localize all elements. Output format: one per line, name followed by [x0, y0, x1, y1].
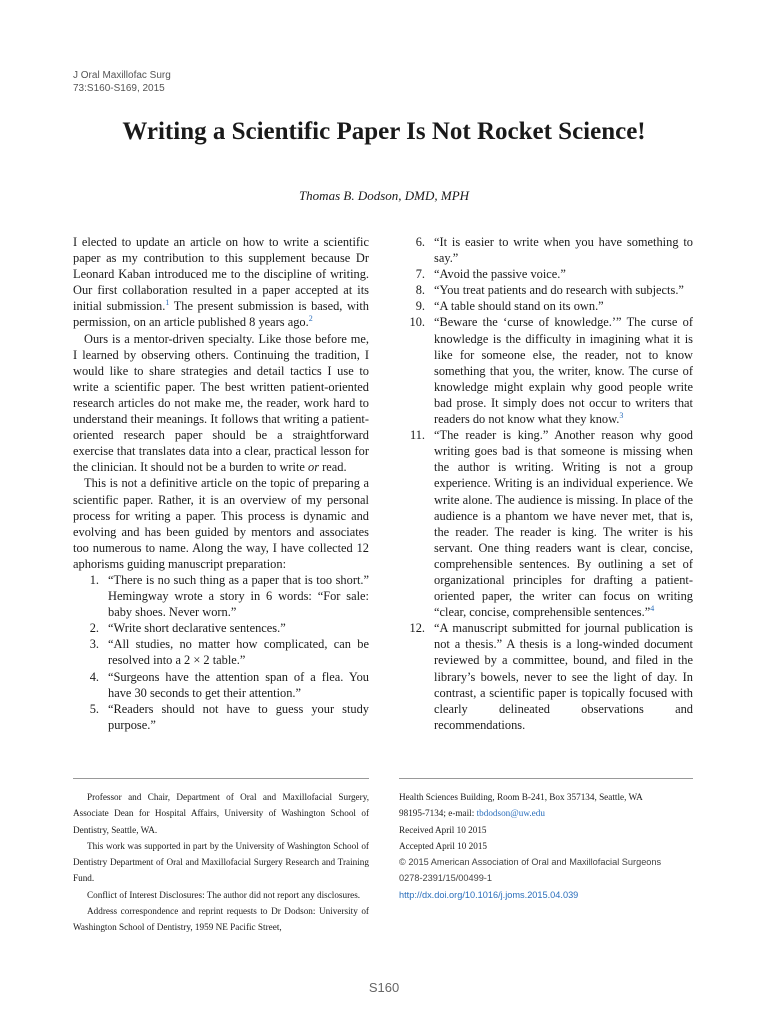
aphorism-item: 6. “It is easier to write when you have something to say.” [415, 235, 693, 266]
aphorism-item: 12. “A manuscript submitted for journal publication is not a thesis.” A thesis is a long-winded document reviewed by a committee, bound, and filed in the library’s bowels, never to see the light of day. In contrast, a scientific paper is topically focused with clearly delineated observations and recommendations. [409, 621, 693, 732]
aphorism-list-left [73, 572, 369, 733]
doi-link[interactable]: http://dx.doi.org/10.1016/j.joms.2015.04.039 [399, 889, 579, 900]
aphorism-item: 11. “The reader is king.” Another reason why good writing goes bad is that someone is missing when the author is writing. Writing is not a group experience. Writing is an individual experience. We write alone. The audience is missing. In place of the audience is a phantom we have never met, that is, the reader. The reader is king. The writer is his servant. One thing readers want is clear, concise, comprehensible sentences. By outlining a set of organizational principles for drafting a patient-oriented paper, the writer can focus on writing “clear, concise, comprehensible sentences.”$^4$ [409, 428, 693, 620]
author-line: Thomas B. Dodson, DMD, MPH [298, 188, 470, 203]
footnotes-left [73, 789, 369, 936]
received-date: Received April 10 2015 [399, 824, 487, 835]
aphorism-item: 4. “Surgeons have the attention span of a flea. You have 30 seconds to get their attention.” [89, 669, 369, 700]
citation-link-1[interactable]: 1 [165, 298, 170, 308]
footnote-divider [73, 778, 369, 779]
aphorism-item: 9. “A table should stand on its own.” [415, 299, 604, 314]
footnotes-right [399, 789, 693, 903]
copyright-line: © 2015 American Association of Oral and Maxillofacial Surgeons [399, 857, 662, 868]
journal-volume: 73:S160-S169, 2015 [73, 83, 165, 94]
article-title: Writing a Scientific Paper Is Not Rocket Science! [122, 118, 646, 145]
aphorism-item: 1. “There is no such thing as a paper that is too short.” Hemingway wrote a story in 6 words: “For sale: baby shoes. Never worn.” [89, 572, 369, 620]
aphorism-item: 2. “Write short declarative sentences.” [89, 621, 286, 636]
citation-link-3[interactable]: 3 [619, 410, 624, 420]
email-link[interactable]: tbdodson@uw.edu [476, 808, 545, 819]
affiliation-note: Professor and Chair, Department of Oral and Maxillofacial Surgery, Associate Dean for Hospital Affairs, University of Washington School of Dentistry, Seattle, WA. [73, 792, 369, 835]
accepted-date: Accepted April 10 2015 [399, 840, 488, 851]
citation-link-2[interactable]: 2 [308, 314, 313, 324]
address-email-line: 98195-7134; e-mail: tbdodson@uw.edu [399, 808, 545, 819]
aphorism-item: 7. “Avoid the passive voice.” [415, 267, 566, 282]
left-column [73, 234, 369, 733]
aphorism-list-right [399, 234, 693, 733]
journal-citation [73, 69, 171, 95]
aphorism-item: 8. “You treat patients and do research with subjects.” [415, 283, 684, 298]
correspondence-note: Address correspondence and reprint requests to Dr Dodson: University of Washington School of Dentistry, 1959 NE Pacific Street, [73, 906, 369, 933]
disclosure-note: Conflict of Interest Disclosures: The author did not report any disclosures. [87, 889, 361, 900]
page-number: S160 [368, 980, 400, 995]
right-column [399, 234, 693, 733]
paragraph-intro: I elected to update an article on how to write a scientific paper as my contribution to this supplement because Dr Leonard Kaban introduced me to the discipline of writing. Our first collaboration resulted in a paper accepted at its initial submission.$^1$ The present submission is based, with permission, on an article published 8 years ago.$^2$ [73, 235, 370, 330]
journal-name: J Oral Maxillofac Surg [73, 70, 171, 81]
footnote-divider [399, 778, 693, 779]
issn-line: 0278-2391/15/00499-1 [399, 873, 492, 884]
address-line: Health Sciences Building, Room B-241, Box 357134, Seattle, WA [399, 792, 643, 802]
paragraph-overview: This is not a definitive article on the topic of preparing a scientific paper. Rather, it is an overview of my personal process for writing a paper. This process is dynamic and evolving and has been guided by mentors and associates too numerous to name. Along the way, I have collected 12 aphorisms guiding manuscript preparation: [73, 476, 369, 571]
paragraph-mentor: Ours is a mentor-driven specialty. Like those before me, I learned by observing others. Continuing the tradition, I would like to share strategies and detail tactics I use to write a scientific paper. The best written patient-oriented research articles do not make me, the reader, work hard to understand their meanings. It follows that writing a patient-oriented research paper should be a straightforward exercise that translates data into a clear, practical lesson for the clinician. It should not be a burden to write or read. [73, 331, 369, 475]
citation-link-4[interactable]: 4 [650, 604, 655, 614]
aphorism-item: 3. “All studies, no matter how complicated, can be resolved into a 2 × 2 table.” [89, 637, 369, 668]
aphorism-item: 5. “Readers should not have to guess your study purpose.” [89, 701, 369, 732]
aphorism-item: 10. “Beware the ‘curse of knowledge.’” The curse of knowledge is the difficulty in imagining what it is like for someone else, the reader, not to know something that you, the writer, know. The curse of knowledge might explain why good people write bad prose. It simply does not occur to writers that readers do not know what they know.$^3$ [409, 315, 693, 427]
funding-note: This work was supported in part by the University of Washington School of Dentistry Department of Oral and Maxillofacial Surgery Research and Training Fund. [73, 840, 369, 884]
